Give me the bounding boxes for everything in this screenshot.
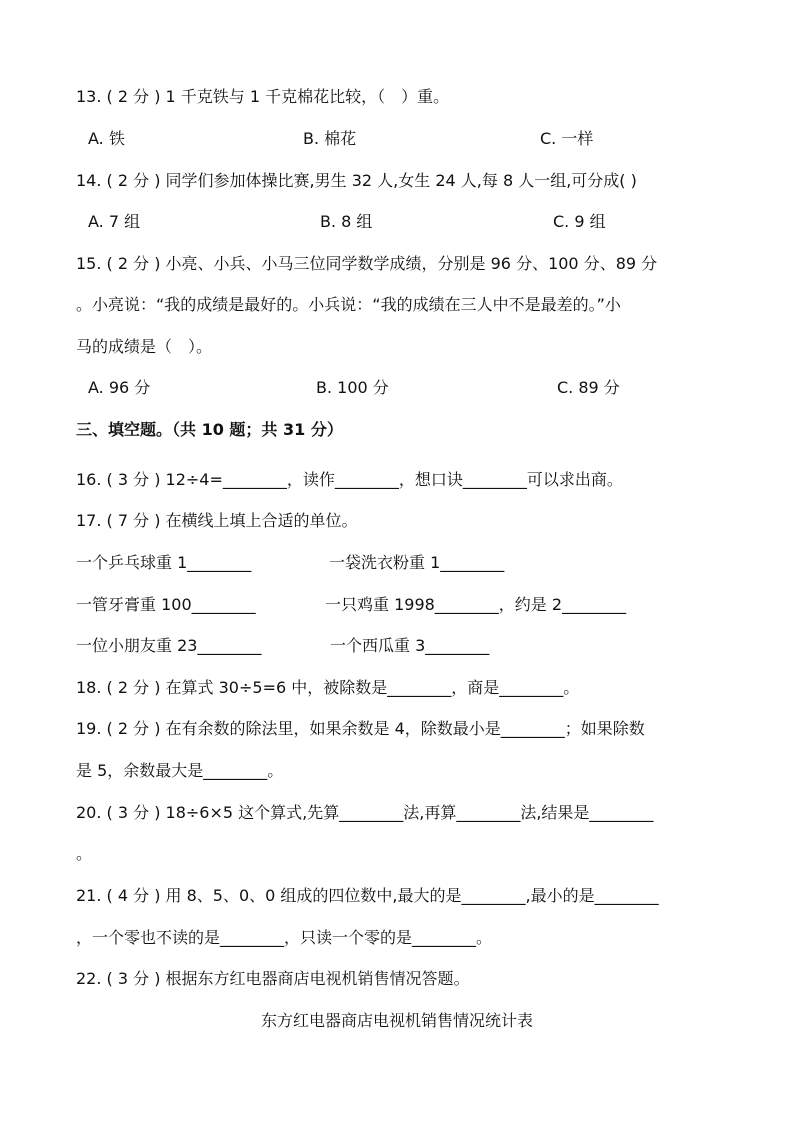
question-17-item-watermelon: 一个西瓜重 3________ (330, 636, 490, 655)
question-13-option-b: B. 棉花 (303, 129, 357, 148)
question-17-item-chicken: 一只鸡重 1998________，约是 2________ (325, 595, 627, 614)
section-3-heading: 三、填空题。（共 10 题；共 31 分） (76, 420, 343, 439)
question-20-line-1: 20. ( 3 分 ) 18÷6×5 这个算式,先算________法,再算________法,结果是________ (76, 803, 654, 822)
question-14-text: 14. ( 2 分 ) 同学们参加体操比赛,男生 32 人,女生 24 人,每 8 人一组,可分成( ) (76, 171, 637, 190)
question-22-text: 22. ( 3 分 ) 根据东方红电器商店电视机销售情况答题。 (76, 969, 470, 988)
question-13-option-a: A. 铁 (88, 129, 125, 148)
table-title: 东方红电器商店电视机销售情况统计表 (260, 1011, 533, 1030)
question-17-item-child: 一位小朋友重 23________ (76, 636, 262, 655)
question-17-item-detergent: 一袋洗衣粉重 1________ (329, 553, 505, 572)
question-20-line-2: 。 (76, 844, 93, 863)
question-21-line-2: ，一个零也不读的是________，只读一个零的是________。 (76, 928, 493, 947)
question-17-item-pingpong: 一个乒乓球重 1________ (76, 553, 252, 572)
question-15-line-3: 马的成绩是（ ）。 (76, 337, 213, 356)
question-15-line-1: 15. ( 2 分 ) 小亮、小兵、小马三位同学数学成绩，分别是 96 分、100 分、89 分 (76, 254, 658, 273)
question-15-option-b: B. 100 分 (316, 378, 389, 397)
question-17-text: 17. ( 7 分 ) 在横线上填上合适的单位。 (76, 511, 358, 530)
question-18-text: 18. ( 2 分 ) 在算式 30÷5=6 中，被除数是________，商是________。 (76, 678, 580, 697)
question-13-text: 13. ( 2 分 ) 1 千克铁与 1 千克棉花比较，（ ）重。 (76, 87, 450, 106)
question-14-option-c: C. 9 组 (553, 212, 606, 231)
question-16-text: 16. ( 3 分 ) 12÷4=________，读作________，想口诀________可以求出商。 (76, 470, 623, 489)
question-19-line-1: 19. ( 2 分 ) 在有余数的除法里，如果余数是 4，除数最小是________；如果除数 (76, 719, 645, 738)
question-19-line-2: 是 5，余数最大是________。 (76, 761, 284, 780)
question-15-option-a: A. 96 分 (88, 378, 151, 397)
question-14-option-a: A. 7 组 (88, 212, 141, 231)
question-17-item-toothpaste: 一管牙膏重 100________ (76, 595, 256, 614)
question-14-option-b: B. 8 组 (320, 212, 373, 231)
question-15-line-2: 。小亮说：“我的成绩是最好的。小兵说：“我的成绩在三人中不是最差的。”小 (76, 295, 621, 314)
question-15-option-c: C. 89 分 (557, 378, 620, 397)
question-13-option-c: C. 一样 (540, 129, 594, 148)
question-21-line-1: 21. ( 4 分 ) 用 8、5、0、0 组成的四位数中,最大的是________,最小的是________ (76, 886, 659, 905)
